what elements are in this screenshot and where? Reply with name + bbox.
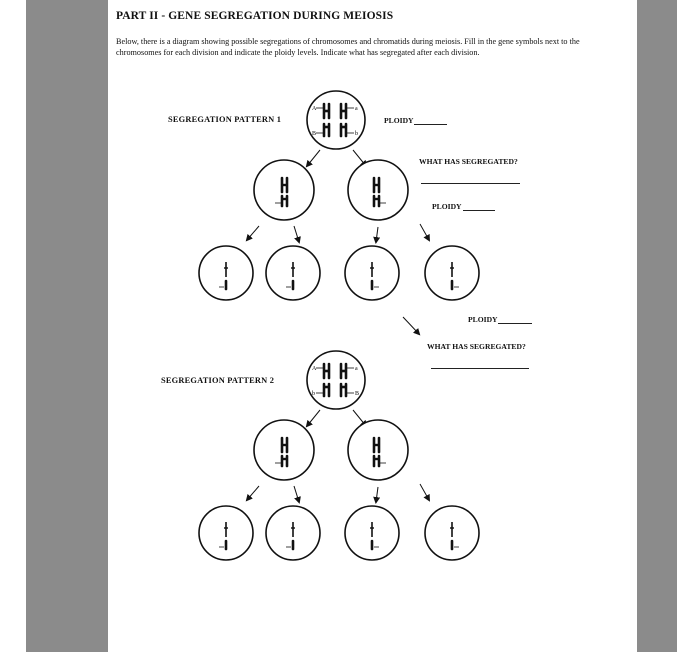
p2-daughter-cell-left [254,420,314,480]
p1-arrow-summary [403,317,419,334]
p2-gamete-4 [425,506,479,560]
p2-parent-cell [307,351,365,409]
pattern2-label: SEGREGATION PATTERN 2 [161,376,275,385]
p1-daughter-cell-right [348,160,408,220]
p2-gamete-3 [345,506,399,560]
p1-arrow-gamete-2 [294,226,299,242]
p2-arrow-gamete-2 [294,486,299,502]
p2-gamete-1 [199,506,253,560]
pattern1-ploidy-label-1: PLOIDY [384,116,414,125]
pattern1-what-label-2: WHAT HAS SEGREGATED? [427,342,526,351]
pattern1-what-label-1: WHAT HAS SEGREGATED? [419,157,518,166]
p1-arrow-gamete-4 [420,224,429,240]
p2-daughter-cell-right [348,420,408,480]
p2-gamete-2 [266,506,320,560]
p2-gene-b: b [312,391,315,397]
p2-gene-B: B [355,391,360,397]
p1-gene-A: A [312,106,317,112]
p2-gene-A: A [312,366,317,372]
intro-paragraph: Below, there is a diagram showing possible segregations of chromosomes and chromatids during meiosis. Fill in the gene symbols next to the chromosomes for each division and indicate the ploidy levels. Indicate what has segregated after each division. [116,37,580,57]
p1-gene-b: b [355,131,358,137]
p1-gamete-4 [425,246,479,300]
p2-arrow-gamete-1 [247,486,259,500]
p1-parent-cell [307,91,365,149]
document-page [108,0,637,652]
viewer-margin-right [637,0,677,652]
p1-arrow-gamete-3 [376,227,378,242]
p1-daughter-cell-left [254,160,314,220]
p2-gene-a: a [355,366,358,372]
pattern1-label: SEGREGATION PATTERN 1 [168,115,282,124]
p1-gamete-1 [199,246,253,300]
p2-arrow-gamete-3 [376,487,378,502]
p1-arrow-gamete-1 [247,226,259,240]
p1-gamete-2 [266,246,320,300]
p1-gene-B: B [312,131,317,137]
page-title: PART II - GENE SEGREGATION DURING MEIOSIS [116,10,394,22]
p1-gamete-3 [345,246,399,300]
p1-arrow-left [307,150,320,166]
pattern1-ploidy-label-3: PLOIDY [468,315,498,324]
p1-gene-a: a [355,106,358,112]
viewer-margin-left [26,0,108,652]
meiosis-diagram [108,0,637,652]
p2-arrow-left [307,410,320,426]
pattern1-ploidy-label-2: PLOIDY [432,202,462,211]
p2-arrow-gamete-4 [420,484,429,500]
